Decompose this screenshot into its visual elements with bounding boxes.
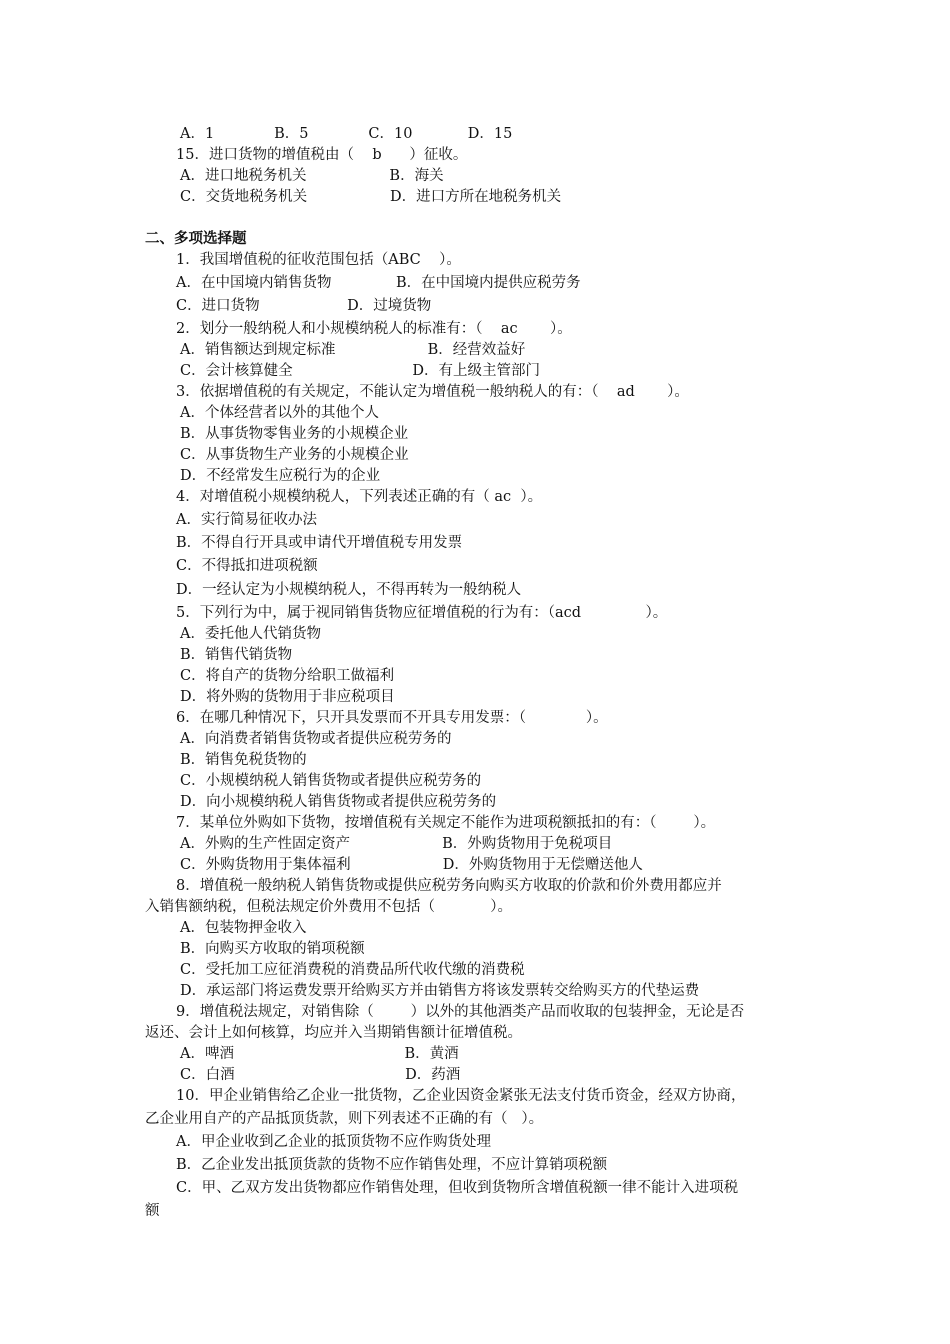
mq5-option-a: A．委托他人代销货物 — [180, 626, 321, 642]
q15-question: 15．进口货物的增值税由（ b ）征收。 — [176, 147, 468, 163]
mq6-question: 6．在哪几种情况下，只开具发票而不开具专用发票：（ ）。 — [176, 710, 608, 726]
mq3-option-a: A．个体经营者以外的其他个人 — [180, 405, 379, 421]
mq4-option-b: B．不得自行开具或申请代开增值税专用发票 — [176, 535, 463, 551]
mq8-option-a: A．包装物押金收入 — [180, 920, 307, 936]
mq1-options-ab: A．在中国境内销售货物 B．在中国境内提供应税劳务 — [176, 275, 581, 291]
mq5-option-c: C．将自产的货物分给职工做福利 — [180, 668, 395, 684]
mq9-question-line2: 返还、会计上如何核算，均应并入当期销售额计征增值税。 — [145, 1025, 522, 1041]
mq6-option-a: A．向消费者销售货物或者提供应税劳务的 — [180, 731, 452, 747]
mq3-question: 3．依据增值税的有关规定，不能认定为增值税一般纳税人的有：（ ad ）。 — [176, 384, 689, 400]
mq4-option-d: D．一经认定为小规模纳税人，不得再转为一般纳税人 — [176, 582, 522, 598]
q15-options-cd: C．交货地税务机关 D．进口方所在地税务机关 — [180, 189, 562, 205]
mq8-option-d: D．承运部门将运费发票开给购买方并由销售方将该发票转交给购买方的代垫运费 — [180, 983, 700, 999]
mq10-option-a: A．甲企业收到乙企业的抵顶货物不应作购货处理 — [176, 1134, 491, 1150]
mq1-question: 1．我国增值税的征收范围包括（ABC ）。 — [176, 252, 461, 268]
mq10-option-c-line1: C．甲、乙双方发出货物都应作销售处理，但收到货物所含增值税额一律不能计入进项税 — [176, 1180, 739, 1196]
mq5-question: 5．下列行为中，属于视同销售货物应征增值税的行为有：（acd ）。 — [176, 605, 668, 621]
mq2-question: 2．划分一般纳税人和小规模纳税人的标准有：（ ac ）。 — [176, 321, 572, 337]
q14-options: A．1 B．5 C．10 D．15 — [180, 126, 513, 142]
mq4-option-c: C．不得抵扣进项税额 — [176, 558, 318, 574]
mq6-option-b: B．销售免税货物的 — [180, 752, 307, 768]
mq4-question: 4．对增值税小规模纳税人，下列表述正确的有（ ac ）。 — [176, 489, 543, 505]
mq8-option-b: B．向购买方收取的销项税额 — [180, 941, 365, 957]
mq3-option-b: B．从事货物零售业务的小规模企业 — [180, 426, 409, 442]
mq7-options-cd: C．外购货物用于集体福利 D．外购货物用于无偿赠送他人 — [180, 857, 643, 873]
mq10-question-line2: 乙企业用自产的产品抵顶货款，则下列表述不正确的有（ ）。 — [145, 1111, 544, 1127]
mq2-options-ab: A．销售额达到规定标准 B．经营效益好 — [180, 342, 526, 358]
mq7-options-ab: A．外购的生产性固定资产 B．外购货物用于免税项目 — [180, 836, 613, 852]
mq8-question-line1: 8．增值税一般纳税人销售货物或提供应税劳务向购买方收取的价款和价外费用都应并 — [176, 878, 722, 894]
mq10-option-c-line2: 额 — [145, 1203, 160, 1219]
section-heading: 二、多项选择题 — [145, 231, 247, 247]
mq7-question: 7．某单位外购如下货物，按增值税有关规定不能作为进项税额抵扣的有：（ ）。 — [176, 815, 716, 831]
mq8-question-line2: 入销售额纳税，但税法规定价外费用不包括（ ）。 — [145, 899, 513, 915]
mq10-option-b: B．乙企业发出抵顶货款的货物不应作销售处理，不应计算销项税额 — [176, 1157, 608, 1173]
mq9-options-ab: A．啤酒 B．黄酒 — [180, 1046, 459, 1062]
mq4-option-a: A．实行简易征收办法 — [176, 512, 317, 528]
mq9-question-line1: 9．增值税法规定，对销售除（ ）以外的其他酒类产品而收取的包装押金，无论是否 — [176, 1004, 745, 1020]
q15-options-ab: A．进口地税务机关 B．海关 — [180, 168, 444, 184]
mq10-question-line1: 10．甲企业销售给乙企业一批货物，乙企业因资金紧张无法支付货币资金，经双方协商， — [176, 1088, 746, 1104]
mq3-option-d: D．不经常发生应税行为的企业 — [180, 468, 381, 484]
mq3-option-c: C．从事货物生产业务的小规模企业 — [180, 447, 409, 463]
mq5-option-b: B．销售代销货物 — [180, 647, 293, 663]
mq2-options-cd: C．会计核算健全 D．有上级主管部门 — [180, 363, 541, 379]
mq1-options-cd: C．进口货物 D．过境货物 — [176, 298, 432, 314]
mq8-option-c: C．受托加工应征消费税的消费品所代收代缴的消费税 — [180, 962, 525, 978]
mq6-option-d: D．向小规模纳税人销售货物或者提供应税劳务的 — [180, 794, 497, 810]
mq9-options-cd: C．白酒 D．药酒 — [180, 1067, 461, 1083]
mq6-option-c: C．小规模纳税人销售货物或者提供应税劳务的 — [180, 773, 482, 789]
mq5-option-d: D．将外购的货物用于非应税项目 — [180, 689, 395, 705]
